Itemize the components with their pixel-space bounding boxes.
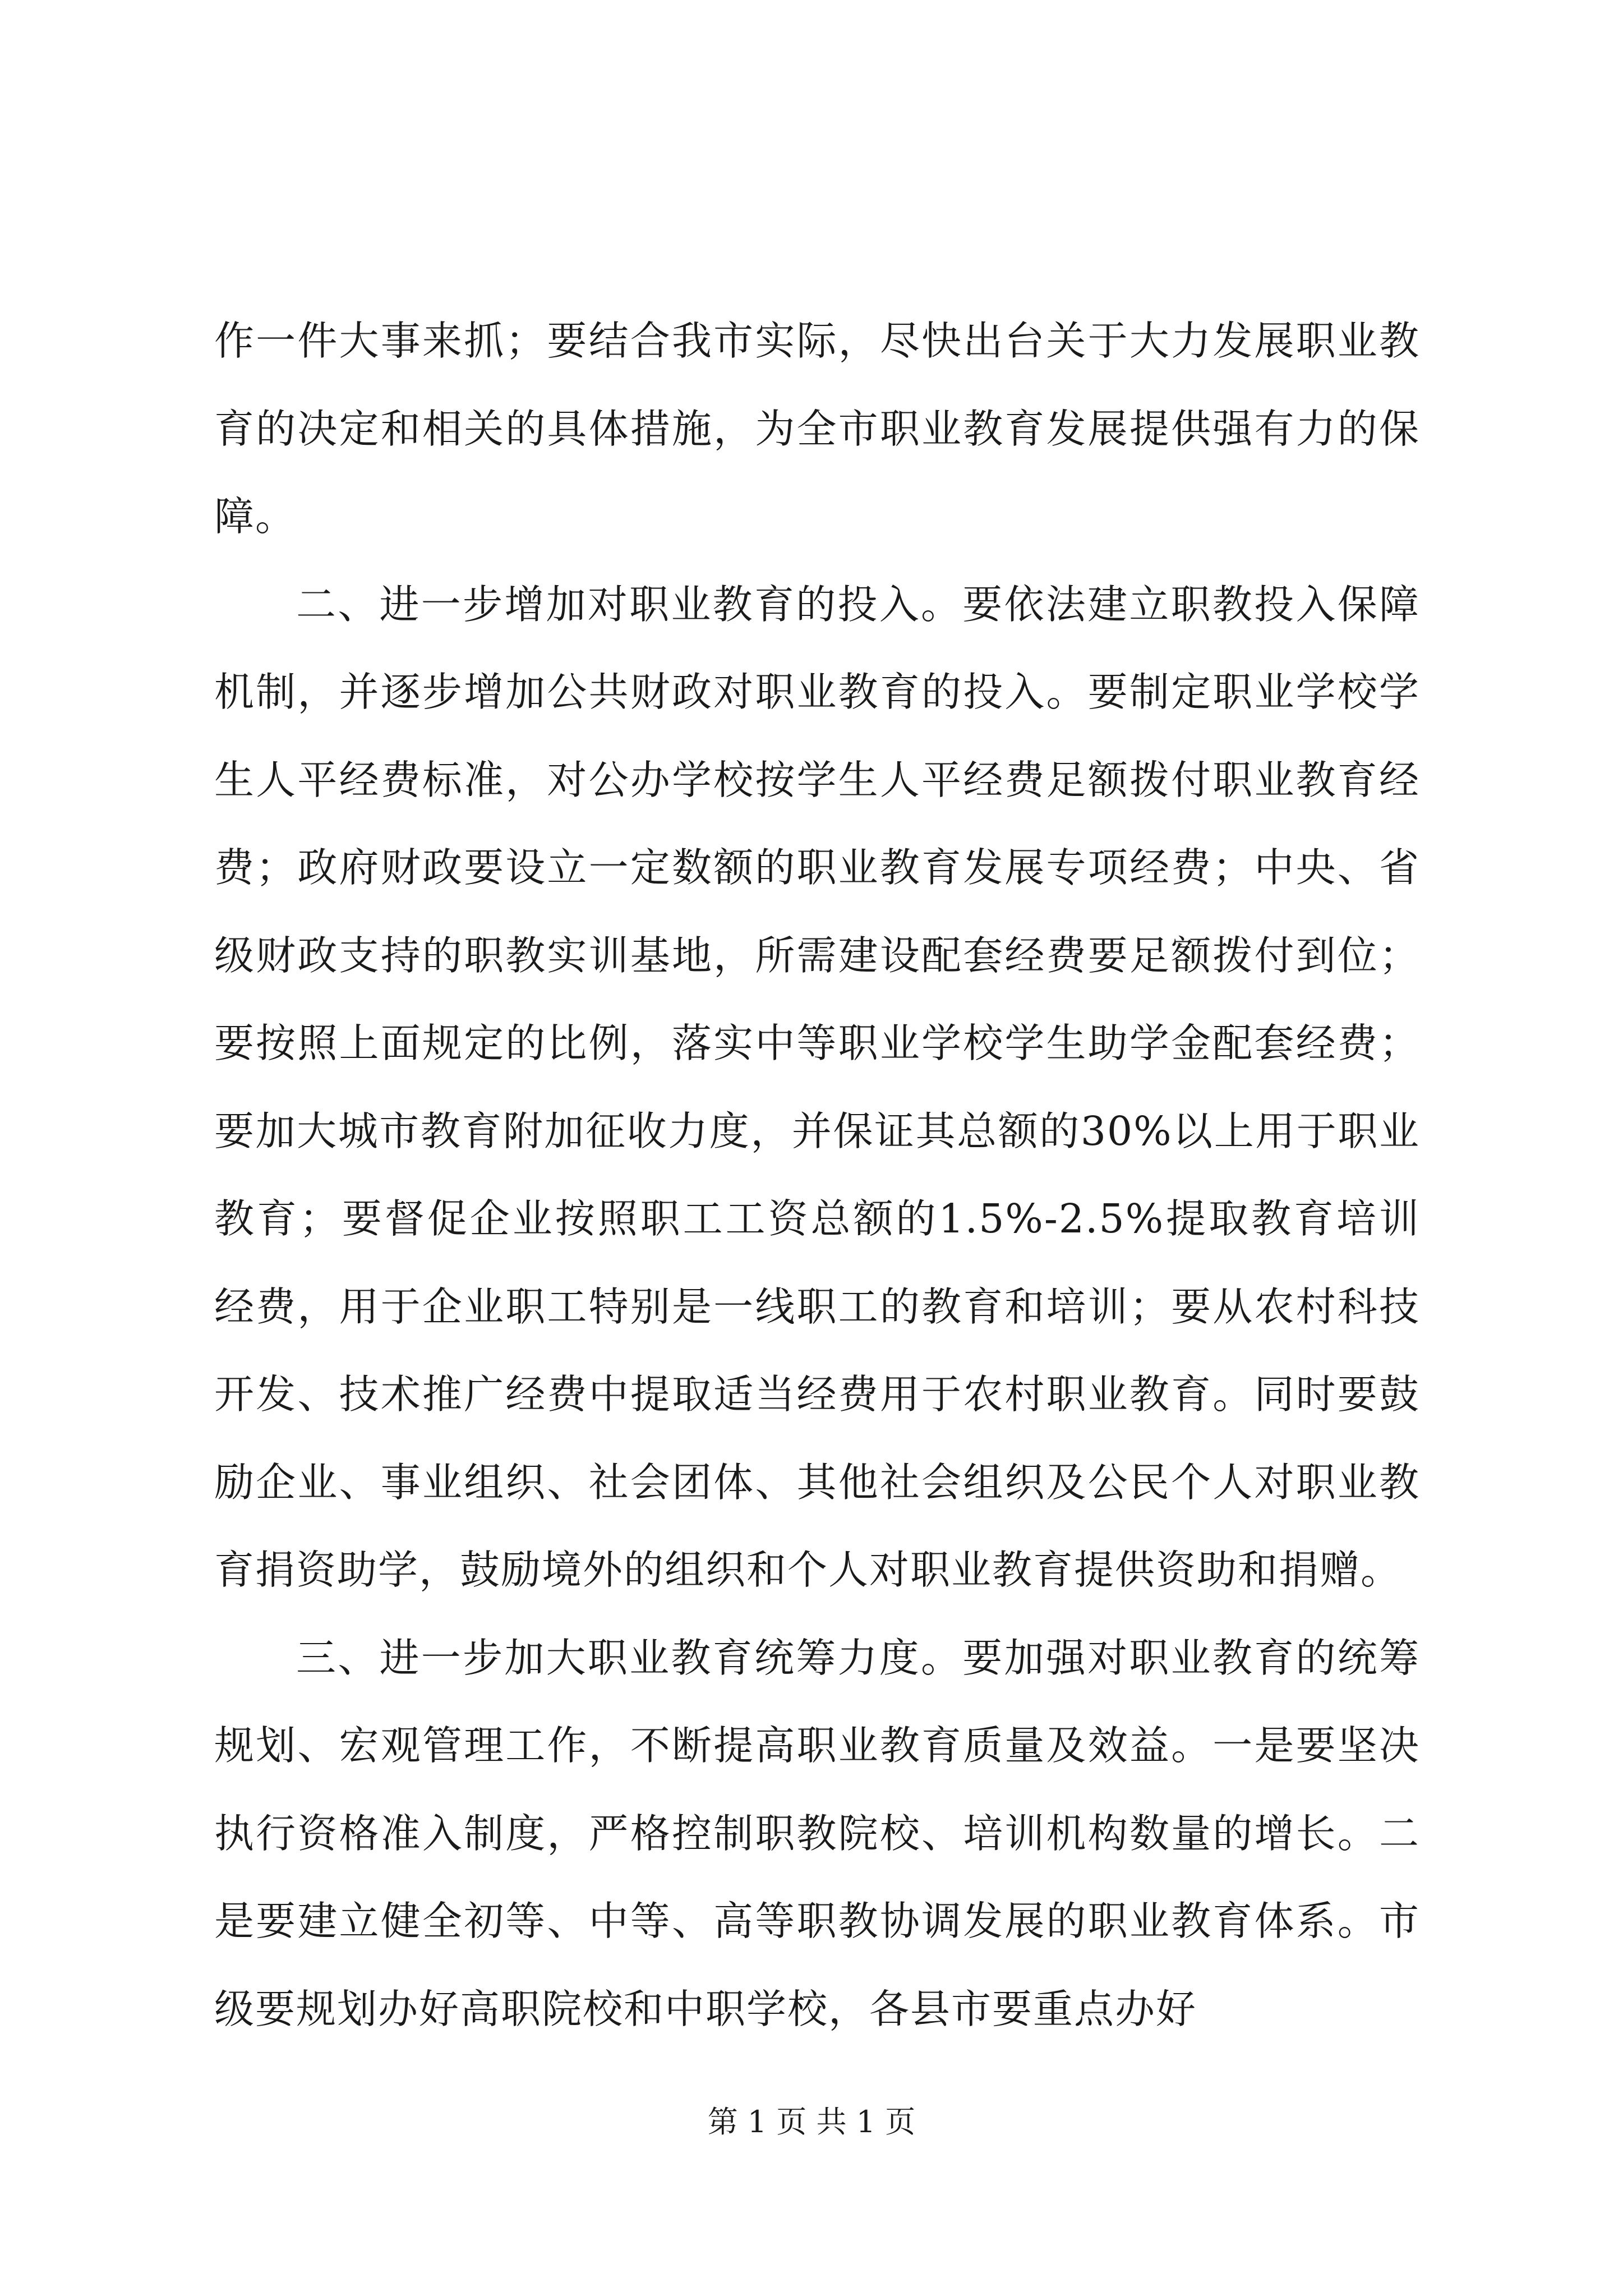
document-body [214, 297, 1420, 2053]
page-footer: 第 1 页 共 1 页 [707, 2104, 916, 2139]
paragraph-3: 三、进一步加大职业教育统筹力度。要加强对职业教育的统筹规划、宏观管理工作，不断提高职业教育质量及效益。一是要坚决执行资格准入制度，严格控制职教院校、培训机构数量的增长。二是要建立健全初等、中等、高等职教协调发展的职业教育体系。市级要规划办好高职院校和中职学校，各县市要重点办好 [214, 1634, 1420, 2032]
paragraph-2: 二、进一步增加对职业教育的投入。要依法建立职教投入保障机制，并逐步增加公共财政对职业教育的投入。要制定职业学校学生人平经费标准，对公办学校按学生人平经费足额拨付职业教育经费；政府财政要设立一定数额的职业教育发展专项经费；中央、省级财政支持的职教实训基地，所需建设配套经费要足额拨付到位；要按照上面规定的比例，落实中等职业学校学生助学金配套经费；要加大城市教育附加征收力度，并保证其总额的30%以上用于职业教育；要督促企业按照职工工资总额的1.5%-2.5%提取教育培训经费，用于企业职工特别是一线职工的教育和培训；要从农村科技开发、技术推广经费中提取适当经费用于农村职业教育。同时要鼓励企业、事业组织、社会团体、其他社会组织及公民个人对职业教育捐资助学，鼓励境外的组织和个人对职业教育提供资助和捐赠。 [214, 581, 1420, 1593]
paragraph-1: 作一件大事来抓；要结合我市实际，尽快出台关于大力发展职业教育的决定和相关的具体措施，为全市职业教育发展提供强有力的保障。 [214, 318, 1420, 540]
